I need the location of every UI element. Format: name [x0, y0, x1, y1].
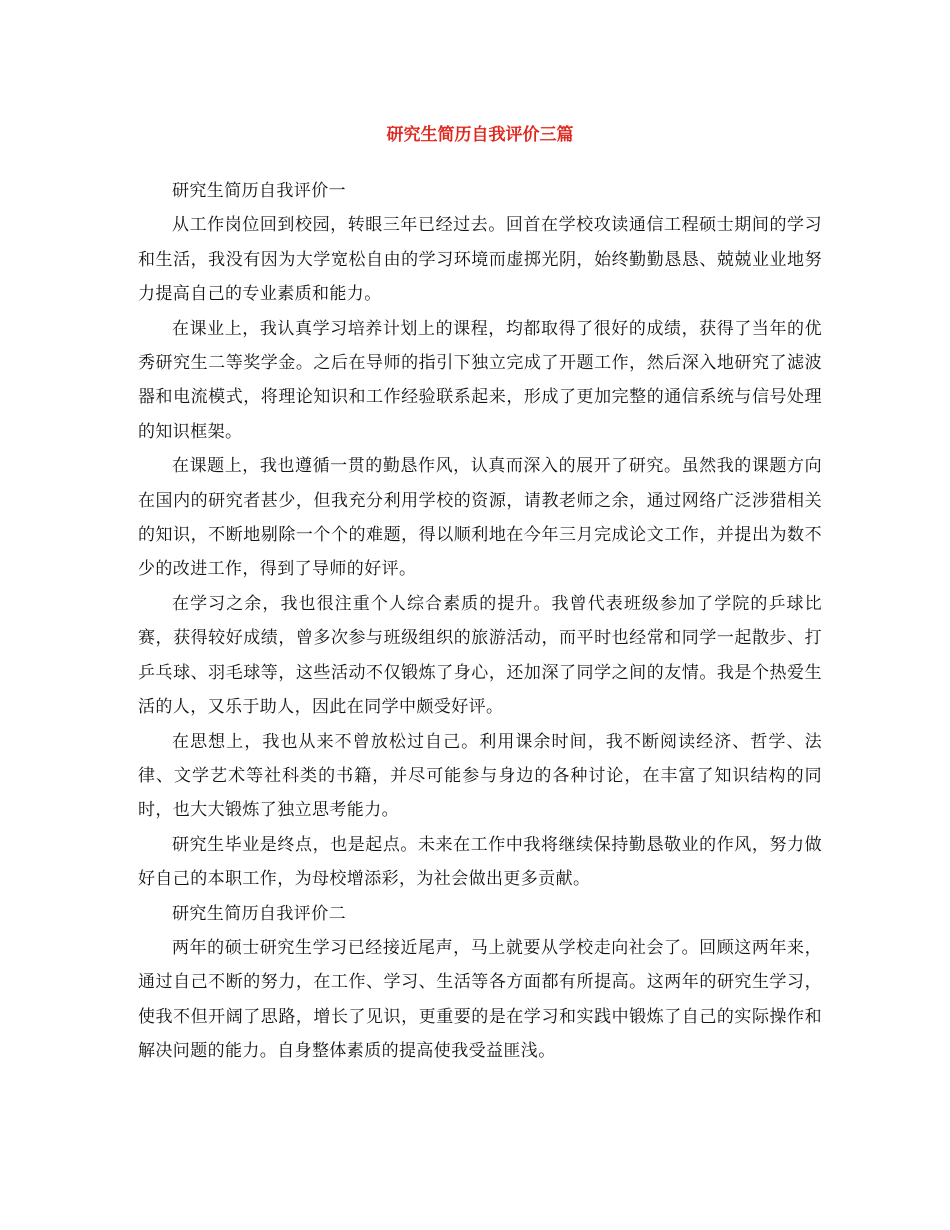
document-page — [138, 120, 822, 1069]
section-heading-2: 研究生简历自我评价二 — [172, 903, 346, 924]
section-heading-1: 研究生简历自我评价一 — [172, 181, 346, 201]
paragraph: 从工作岗位回到校园，转眼三年已经过去。回首在学校攻读通信工程硕士期间的学习和生活，我没有因为大学宽松自由的学习环境而虚掷光阴，始终勤勤恳恳、兢兢业业地努力提高自己的专业素质和能力。 — [138, 215, 822, 305]
paragraph: 在课题上，我也遵循一贯的勤恳作风，认真而深入的展开了研究。虽然我的课题方向在国内的研究者甚少，但我充分利用学校的资源，请教老师之余，通过网络广泛涉猎相关的知识，不断地剔除一个个的难题，得以顺利地在今年三月完成论文工作，并提出为数不少的改进工作，得到了导师的好评。 — [138, 456, 822, 580]
paragraph: 两年的硕士研究生学习已经接近尾声，马上就要从学校走向社会了。回顾这两年来，通过自己不断的努力，在工作、学习、生活等各方面都有所提高。这两年的研究生学习，使我不但开阔了思路，增长了见识，更重要的是在学习和实践中锻炼了自己的实际操作和解决问题的能力。自身整体素质的提高使我受益匪浅。 — [138, 937, 822, 1062]
document-title — [138, 120, 822, 150]
paragraph: 在课业上，我认真学习培养计划上的课程，均都取得了很好的成绩，获得了当年的优秀研究生二等奖学金。之后在导师的指引下独立完成了开题工作，然后深入地研究了滤波器和电流模式，将理论知识和工作经验联系起来，形成了更加完整的通信系统与信号处理的知识框架。 — [138, 318, 822, 442]
document-body — [138, 174, 822, 1069]
document-title-text: 研究生简历自我评价三篇 — [386, 125, 574, 145]
paragraph: 在思想上，我也从来不曾放松过自己。利用课余时间，我不断阅读经济、哲学、法律、文学艺术等社科类的书籍，并尽可能参与身边的各种讨论，在丰富了知识结构的同时，也大大锻炼了独立思考能力。 — [138, 731, 822, 821]
paragraph: 研究生毕业是终点，也是起点。未来在工作中我将继续保持勤恳敬业的作风，努力做好自己的本职工作，为母校增添彩，为社会做出更多贡献。 — [138, 834, 822, 890]
paragraph: 在学习之余，我也很注重个人综合素质的提升。我曾代表班级参加了学院的乒球比赛，获得较好成绩，曾多次参与班级组织的旅游活动，而平时也经常和同学一起散步、打乒乓球、羽毛球等，这些活动不仅锻炼了身心，还加深了同学之间的友情。我是个热爱生活的人，又乐于助人，因此在同学中颇受好评。 — [138, 593, 822, 718]
